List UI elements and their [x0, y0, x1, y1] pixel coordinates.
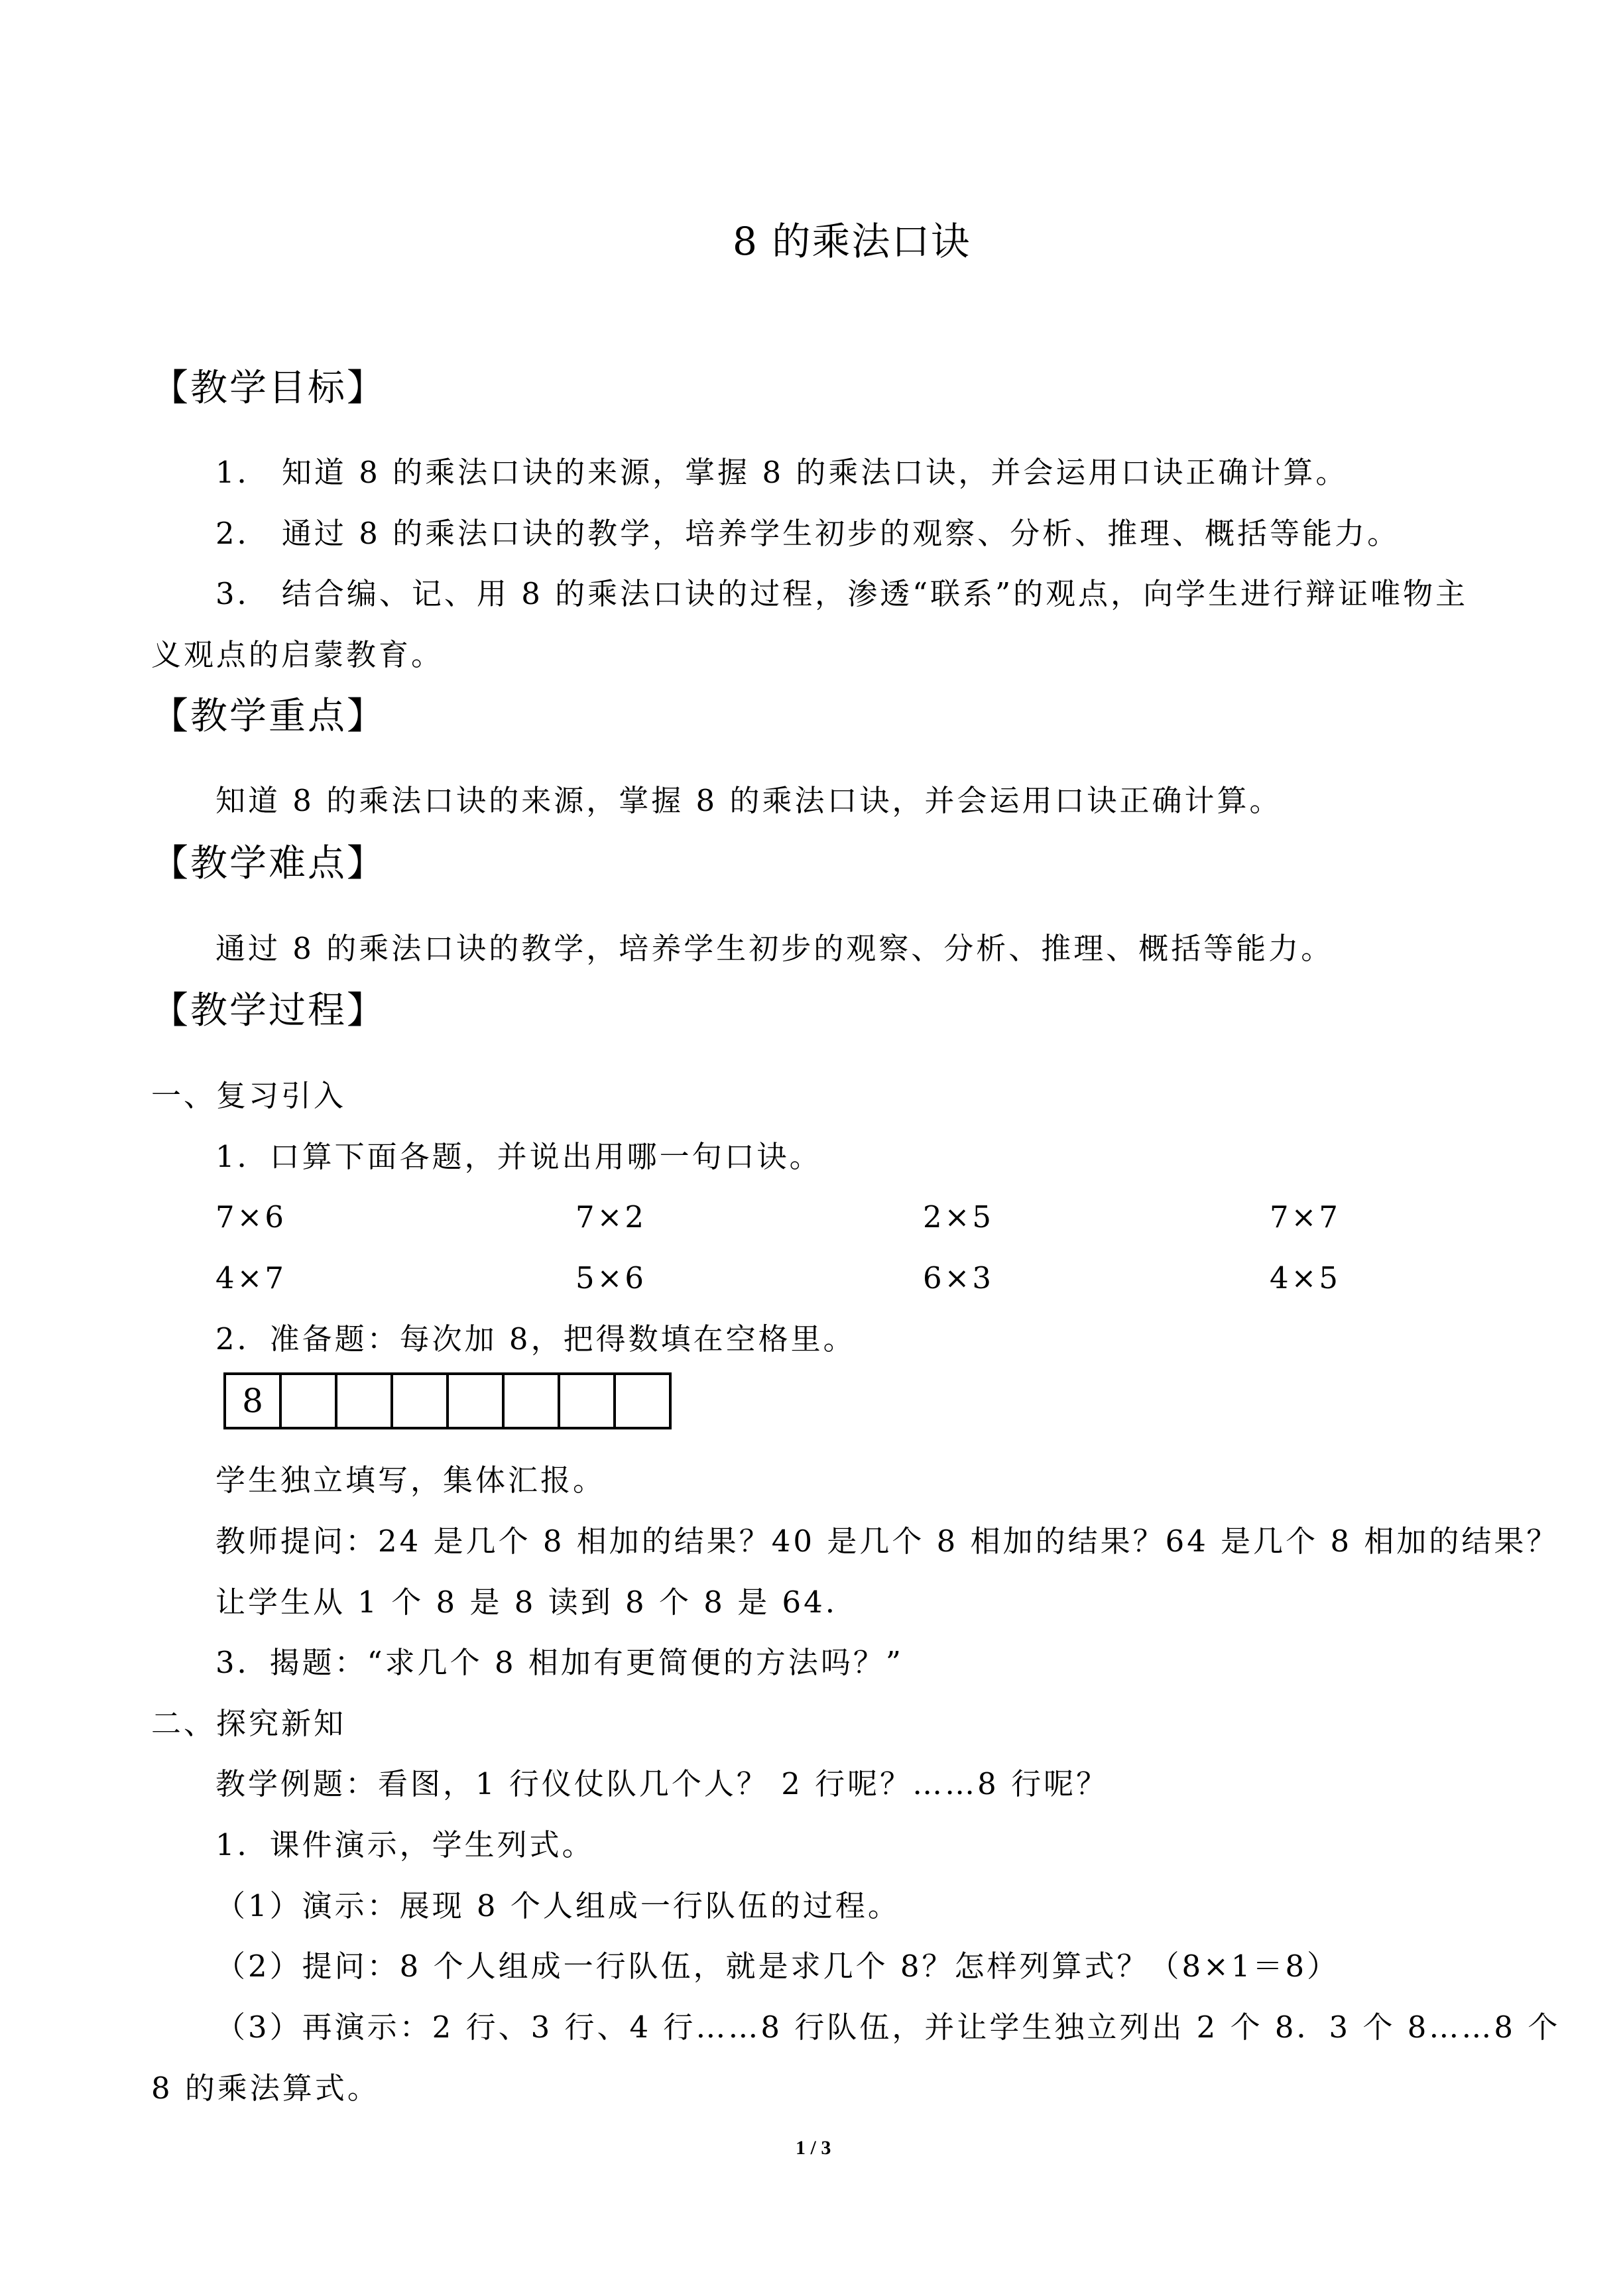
- question-2: 2．准备题：每次加 8，把得数填在空格里。: [215, 1321, 856, 1357]
- fill-box: [505, 1375, 560, 1427]
- sub-step-1: （1）演示：展现 8 个人组成一行队伍的过程。: [215, 1888, 900, 1923]
- difficulty-heading: 【教学难点】: [151, 842, 386, 885]
- difficulty-text: 通过 8 的乘法口诀的教学，培养学生初步的观察、分析、推理、概括等能力。: [215, 931, 1334, 966]
- line-b: 教师提问：24 是几个 8 相加的结果？40 是几个 8 相加的结果？64 是几个 8 相加的结果？: [215, 1524, 1559, 1559]
- fill-box: [616, 1375, 669, 1427]
- math-item: 5×6: [575, 1260, 646, 1296]
- fill-box: [560, 1375, 616, 1427]
- fill-box: 8: [226, 1375, 282, 1427]
- fill-box: [337, 1375, 393, 1427]
- objective-item-3-cont: 义观点的启蒙教育。: [151, 637, 444, 672]
- math-item: 2×5: [923, 1199, 994, 1235]
- fill-box: [393, 1375, 449, 1427]
- process-heading: 【教学过程】: [151, 989, 386, 1032]
- math-item: 6×3: [923, 1260, 994, 1296]
- part2-title: 二、探究新知: [151, 1706, 347, 1741]
- fill-box: [449, 1375, 505, 1427]
- objectives-heading: 【教学目标】: [151, 367, 386, 410]
- sub-step-3: （3）再演示：2 行、3 行、4 行……8 行队伍，并让学生独立列出 2 个 8．3 个 8……8 个: [215, 2010, 1561, 2045]
- math-item: 7×7: [1270, 1199, 1341, 1235]
- line-a: 学生独立填写，集体汇报。: [215, 1463, 606, 1498]
- part1-title: 一、复习引入: [151, 1078, 347, 1113]
- fill-box: [282, 1375, 337, 1427]
- example-line: 教学例题：看图，1 行仪仗队几个人？ 2 行呢？……8 行呢？: [215, 1766, 1109, 1801]
- sub-step-2: （2）提问：8 个人组成一行队伍，就是求几个 8？怎样列算式？（8×1＝8）: [215, 1949, 1340, 1984]
- question-1: 1．口算下面各题，并说出用哪一句口诀。: [215, 1139, 822, 1174]
- sub-step-3-cont: 8 的乘法算式。: [151, 2071, 380, 2106]
- question-3: 3．揭题：“求几个 8 相加有更简便的方法吗？”: [215, 1645, 904, 1680]
- math-item: 7×6: [215, 1199, 286, 1235]
- objective-item-1: 1． 知道 8 的乘法口诀的来源，掌握 8 的乘法口诀，并会运用口诀正确计算。: [215, 455, 1349, 490]
- page-title: 8 的乘法口诀: [733, 219, 971, 264]
- step-1: 1．课件演示，学生列式。: [215, 1827, 595, 1862]
- objective-item-3: 3． 结合编、记、用 8 的乘法口诀的过程，渗透“联系”的观点，向学生进行辩证唯物主: [215, 576, 1469, 611]
- math-item: 7×2: [575, 1199, 646, 1235]
- line-c: 让学生从 1 个 8 是 8 读到 8 个 8 是 64.: [215, 1585, 838, 1620]
- key-point-heading: 【教学重点】: [151, 695, 386, 738]
- fill-in-boxes: [223, 1372, 672, 1429]
- objective-item-2: 2． 通过 8 的乘法口诀的教学，培养学生初步的观察、分析、推理、概括等能力。: [215, 516, 1400, 551]
- math-item: 4×5: [1270, 1260, 1341, 1296]
- page-number: 1 / 3: [796, 2137, 831, 2159]
- math-item: 4×7: [215, 1260, 286, 1296]
- key-point-text: 知道 8 的乘法口诀的来源，掌握 8 的乘法口诀，并会运用口诀正确计算。: [215, 783, 1282, 818]
